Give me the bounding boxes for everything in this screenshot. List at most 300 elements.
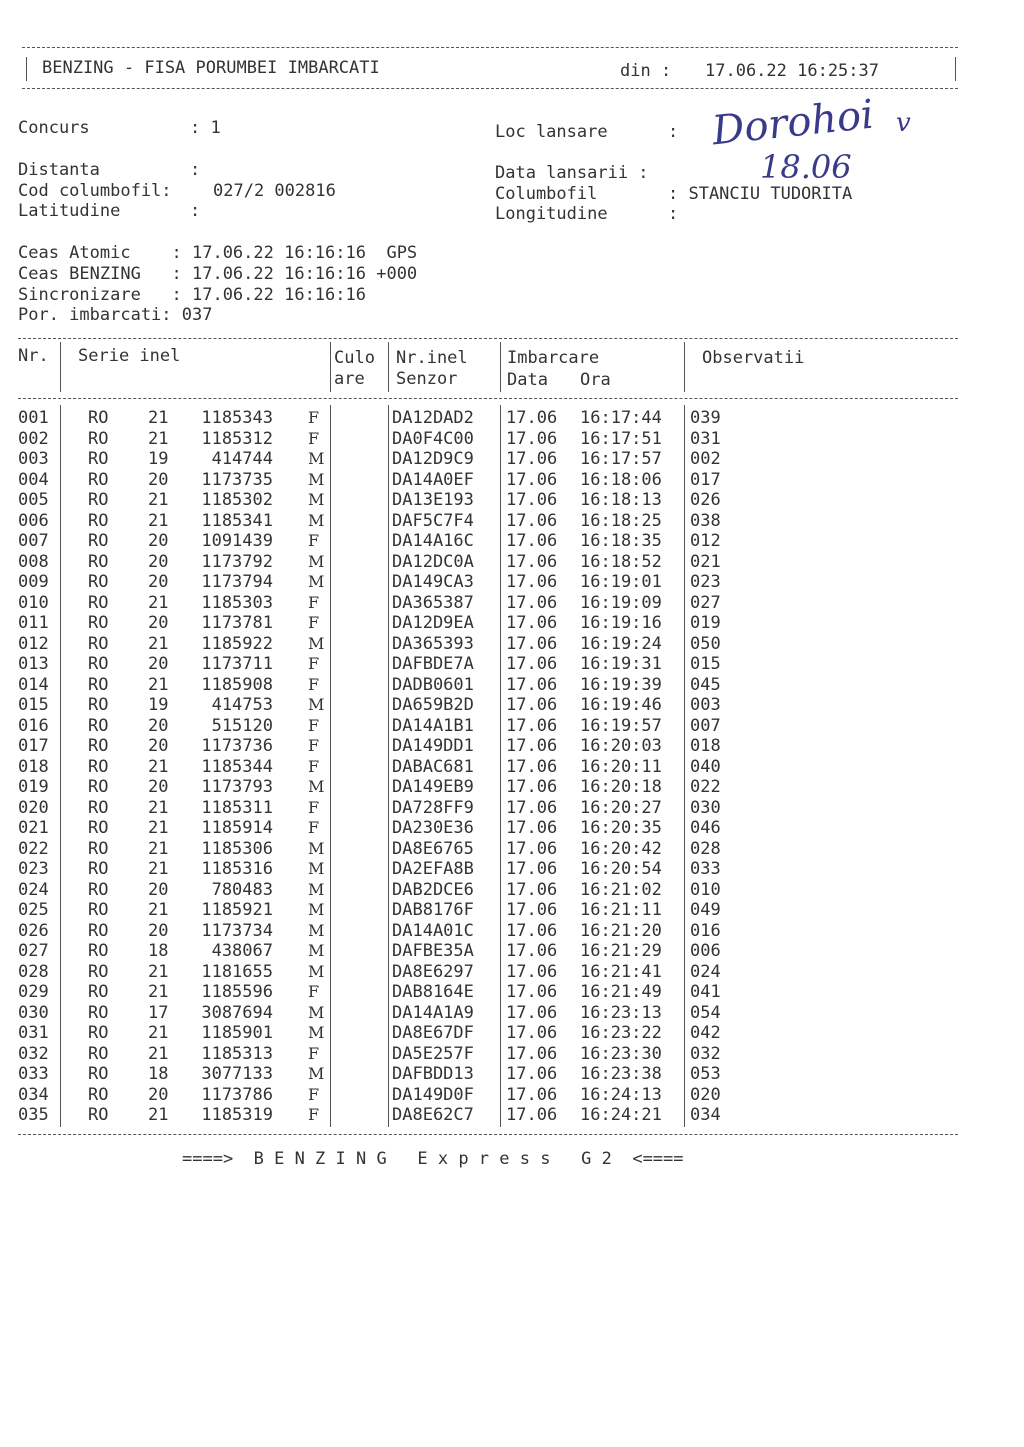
row-sensor: DA8E6765: [392, 838, 474, 859]
row-nr: 033: [18, 1064, 49, 1084]
table-row: [0, 880, 1024, 901]
row-observation: 049: [690, 900, 721, 920]
handwritten-date: 18.06: [760, 148, 852, 186]
row-date: 17.06: [506, 920, 558, 941]
row-time: 16:18:06: [580, 469, 662, 490]
row-ring-number: 414753: [211, 695, 273, 715]
row-date: 17.06: [506, 1064, 558, 1084]
header-right-border: [955, 57, 956, 81]
row-time: 16:18:25: [580, 510, 662, 531]
table-row: [0, 859, 1024, 880]
row-country: RO: [88, 551, 109, 572]
row-sensor: DAFBDD13: [392, 1064, 474, 1084]
row-sensor: DA2EFA8B: [392, 859, 474, 879]
row-sex: F: [308, 982, 320, 1001]
row-year: 21: [148, 1105, 169, 1125]
row-sex: M: [308, 777, 325, 796]
columbofil-value: : STANCIU TUDORITA: [668, 184, 853, 204]
row-observation: 031: [690, 428, 721, 449]
row-observation: 012: [690, 531, 721, 551]
row-time: 16:19:39: [580, 674, 662, 695]
table-row: [0, 1105, 1024, 1126]
row-year: 21: [148, 674, 169, 695]
table-row: [0, 1023, 1024, 1044]
row-date: 17.06: [506, 408, 558, 428]
row-year: 21: [148, 818, 169, 838]
row-country: RO: [88, 633, 109, 654]
row-country: RO: [88, 982, 109, 1002]
row-observation: 041: [690, 982, 721, 1002]
row-time: 16:20:18: [580, 777, 662, 797]
row-nr: 003: [18, 449, 49, 469]
row-country: RO: [88, 428, 109, 449]
row-observation: 006: [690, 941, 721, 961]
row-year: 21: [148, 756, 169, 777]
row-sex: M: [308, 572, 325, 591]
row-country: RO: [88, 654, 109, 674]
row-time: 16:19:31: [580, 654, 662, 674]
row-date: 17.06: [506, 1105, 558, 1125]
row-time: 16:17:44: [580, 408, 662, 428]
row-sensor: DA728FF9: [392, 797, 474, 818]
clock-atomic: Ceas Atomic : 17.06.22 16:16:16 GPS: [18, 243, 418, 263]
row-country: RO: [88, 1084, 109, 1105]
longitudine-value: :: [668, 204, 679, 224]
row-year: 21: [148, 510, 169, 531]
row-time: 16:20:35: [580, 818, 662, 838]
row-ring-number: 1173792: [201, 551, 273, 572]
row-date: 17.06: [506, 1023, 558, 1043]
row-year: 18: [148, 1064, 169, 1084]
table-row: [0, 408, 1024, 429]
row-time: 16:19:24: [580, 633, 662, 654]
row-sensor: DA12D9C9: [392, 449, 474, 469]
row-time: 16:18:52: [580, 551, 662, 572]
row-ring-number: 3087694: [201, 1002, 273, 1023]
concurs-label: Concurs: [18, 118, 90, 138]
row-sensor: DAB8164E: [392, 982, 474, 1002]
row-country: RO: [88, 572, 109, 592]
row-ring-number: 1185302: [201, 490, 273, 510]
footer-brand: ====> B E N Z I N G E x p r e s s G 2 <====: [182, 1149, 684, 1169]
row-time: 16:18:13: [580, 490, 662, 510]
col-divider-5: [684, 342, 685, 392]
table-row: [0, 839, 1024, 860]
row-nr: 021: [18, 818, 49, 838]
row-country: RO: [88, 838, 109, 859]
row-observation: 034: [690, 1105, 721, 1125]
row-nr: 001: [18, 408, 49, 428]
row-ring-number: 1173735: [201, 469, 273, 490]
row-year: 20: [148, 736, 169, 756]
cod-columbofil-label: Cod columbofil:: [18, 181, 172, 201]
col-header-nrinel-1: Nr.inel: [396, 348, 468, 368]
col-header-culoare-1: Culo: [334, 348, 375, 368]
row-nr: 010: [18, 592, 49, 613]
row-time: 16:20:54: [580, 859, 662, 879]
table-row: [0, 1044, 1024, 1065]
row-observation: 010: [690, 879, 721, 900]
row-ring-number: 1185344: [201, 756, 273, 777]
row-country: RO: [88, 756, 109, 777]
row-year: 21: [148, 408, 169, 428]
row-date: 17.06: [506, 982, 558, 1002]
row-sex: F: [308, 1105, 320, 1124]
row-date: 17.06: [506, 674, 558, 695]
row-sex: M: [308, 941, 325, 960]
row-sex: F: [308, 818, 320, 837]
row-date: 17.06: [506, 900, 558, 920]
table-row: [0, 716, 1024, 737]
row-time: 16:20:03: [580, 736, 662, 756]
row-nr: 015: [18, 695, 49, 715]
row-year: 20: [148, 551, 169, 572]
row-sex: F: [308, 531, 320, 550]
row-country: RO: [88, 408, 109, 428]
latitudine-value: :: [190, 201, 201, 221]
row-sensor: DAFBE35A: [392, 941, 474, 961]
row-nr: 007: [18, 531, 49, 551]
row-year: 20: [148, 777, 169, 797]
row-sex: M: [308, 961, 325, 981]
row-observation: 053: [690, 1064, 721, 1084]
row-ring-number: 1185908: [201, 674, 273, 695]
table-row: [0, 900, 1024, 921]
row-date: 17.06: [506, 428, 558, 449]
row-year: 20: [148, 1084, 169, 1105]
row-country: RO: [88, 920, 109, 941]
col-divider-1: [60, 342, 61, 392]
row-time: 16:20:11: [580, 756, 662, 777]
data-lansarii-label: Data lansarii :: [495, 163, 649, 183]
row-ring-number: 1185901: [201, 1023, 273, 1043]
header-top-border: [22, 47, 958, 48]
row-nr: 012: [18, 633, 49, 654]
row-date: 17.06: [506, 736, 558, 756]
row-time: 16:19:57: [580, 715, 662, 736]
row-date: 17.06: [506, 633, 558, 654]
row-time: 16:23:22: [580, 1023, 662, 1043]
row-ring-number: 1185596: [201, 982, 273, 1002]
cod-columbofil-value: 027/2 002816: [213, 181, 336, 201]
row-nr: 025: [18, 900, 49, 920]
row-sensor: DA365393: [392, 633, 474, 654]
row-ring-number: 1185921: [201, 900, 273, 920]
row-sex: M: [308, 633, 325, 653]
row-date: 17.06: [506, 818, 558, 838]
row-country: RO: [88, 797, 109, 818]
row-observation: 002: [690, 449, 721, 469]
row-sex: M: [308, 551, 325, 571]
row-nr: 018: [18, 756, 49, 777]
columbofil-label: Columbofil: [495, 184, 598, 204]
row-sex: M: [308, 1064, 325, 1083]
row-sex: M: [308, 879, 325, 899]
row-time: 16:18:35: [580, 531, 662, 551]
row-country: RO: [88, 469, 109, 490]
row-observation: 007: [690, 715, 721, 736]
row-ring-number: 438067: [211, 941, 273, 961]
row-nr: 026: [18, 920, 49, 941]
row-year: 20: [148, 879, 169, 900]
row-observation: 040: [690, 756, 721, 777]
row-ring-number: 1181655: [201, 961, 273, 982]
col-header-nrinel-2: Senzor: [396, 369, 458, 389]
row-country: RO: [88, 900, 109, 920]
row-date: 17.06: [506, 1084, 558, 1105]
row-observation: 042: [690, 1023, 721, 1043]
table-row: [0, 777, 1024, 798]
row-country: RO: [88, 1043, 109, 1064]
table-row: [0, 757, 1024, 778]
row-nr: 004: [18, 469, 49, 490]
row-country: RO: [88, 510, 109, 531]
distanta-value: :: [190, 160, 201, 180]
row-date: 17.06: [506, 469, 558, 490]
row-year: 21: [148, 633, 169, 654]
row-nr: 035: [18, 1105, 49, 1125]
row-sensor: DA12D9EA: [392, 613, 474, 633]
row-observation: 038: [690, 510, 721, 531]
row-date: 17.06: [506, 592, 558, 613]
table-row: [0, 531, 1024, 552]
row-year: 21: [148, 428, 169, 449]
col-divider-4: [500, 342, 501, 392]
row-year: 21: [148, 982, 169, 1002]
table-row: [0, 1003, 1024, 1024]
row-sensor: DA8E67DF: [392, 1023, 474, 1043]
row-country: RO: [88, 859, 109, 879]
row-sex: F: [308, 674, 320, 694]
row-date: 17.06: [506, 572, 558, 592]
row-ring-number: 1185922: [201, 633, 273, 654]
row-observation: 021: [690, 551, 721, 572]
row-nr: 029: [18, 982, 49, 1002]
row-observation: 033: [690, 859, 721, 879]
row-country: RO: [88, 941, 109, 961]
row-date: 17.06: [506, 838, 558, 859]
row-ring-number: 1185319: [201, 1105, 273, 1125]
longitudine-label: Longitudine: [495, 204, 608, 224]
col-header-observatii: Observatii: [702, 348, 805, 368]
row-observation: 030: [690, 797, 721, 818]
row-observation: 050: [690, 633, 721, 654]
row-year: 21: [148, 1043, 169, 1064]
row-date: 17.06: [506, 941, 558, 961]
row-time: 16:24:21: [580, 1105, 662, 1125]
col-header-data: Data: [507, 370, 548, 390]
row-sensor: DA14A0EF: [392, 469, 474, 490]
row-country: RO: [88, 715, 109, 736]
row-observation: 003: [690, 695, 721, 715]
row-year: 18: [148, 941, 169, 961]
row-date: 17.06: [506, 510, 558, 531]
row-nr: 019: [18, 777, 49, 797]
table-top-border: [18, 338, 958, 339]
row-year: 20: [148, 469, 169, 490]
row-sex: M: [308, 1023, 325, 1042]
row-time: 16:23:13: [580, 1002, 662, 1023]
distanta-label: Distanta: [18, 160, 100, 180]
row-nr: 009: [18, 572, 49, 592]
clock-benzing: Ceas BENZING : 17.06.22 16:16:16 +000: [18, 264, 418, 284]
row-ring-number: 1185343: [201, 408, 273, 428]
col-header-culoare-2: are: [334, 369, 365, 389]
row-nr: 005: [18, 490, 49, 510]
row-sex: F: [308, 1084, 320, 1104]
row-sex: M: [308, 1002, 325, 1022]
row-nr: 024: [18, 879, 49, 900]
row-sex: F: [308, 408, 320, 427]
row-sensor: DA12DAD2: [392, 408, 474, 428]
table-row: [0, 695, 1024, 716]
row-country: RO: [88, 1023, 109, 1043]
row-date: 17.06: [506, 531, 558, 551]
row-date: 17.06: [506, 756, 558, 777]
row-country: RO: [88, 818, 109, 838]
table-row: [0, 675, 1024, 696]
row-ring-number: 1173786: [201, 1084, 273, 1105]
row-sensor: DA149D0F: [392, 1084, 474, 1105]
table-row: [0, 982, 1024, 1003]
table-row: [0, 490, 1024, 511]
document-title: BENZING - FISA PORUMBEI IMBARCATI: [42, 58, 380, 78]
row-sensor: DA149CA3: [392, 572, 474, 592]
row-time: 16:24:13: [580, 1084, 662, 1105]
row-ring-number: 1185311: [201, 797, 273, 818]
row-ring-number: 3077133: [201, 1064, 273, 1084]
table-row: [0, 470, 1024, 491]
row-sex: M: [308, 510, 325, 530]
row-date: 17.06: [506, 490, 558, 510]
row-sex: M: [308, 490, 325, 509]
row-country: RO: [88, 1002, 109, 1023]
row-time: 16:23:38: [580, 1064, 662, 1084]
table-row: [0, 572, 1024, 593]
row-sensor: DA5E257F: [392, 1043, 474, 1064]
row-year: 21: [148, 900, 169, 920]
row-time: 16:17:57: [580, 449, 662, 469]
row-ring-number: 780483: [211, 879, 273, 900]
row-sensor: DA8E6297: [392, 961, 474, 982]
table-row: [0, 634, 1024, 655]
col-header-imbarcare: Imbarcare: [507, 348, 600, 368]
col-header-serie: Serie inel: [78, 346, 181, 366]
pigeons-count: Por. imbarcati: 037: [18, 305, 213, 325]
row-sensor: DABAC681: [392, 756, 474, 777]
table-row: [0, 1085, 1024, 1106]
table-row: [0, 921, 1024, 942]
handwritten-location: Dorohoi: [710, 91, 876, 155]
table-row: [0, 552, 1024, 573]
print-date-label: din :: [620, 61, 672, 81]
row-sensor: DADB0601: [392, 674, 474, 695]
row-date: 17.06: [506, 695, 558, 715]
row-country: RO: [88, 674, 109, 695]
row-sex: F: [308, 797, 320, 817]
header-bottom-border: [22, 88, 958, 89]
row-time: 16:19:16: [580, 613, 662, 633]
row-sensor: DA659B2D: [392, 695, 474, 715]
row-country: RO: [88, 1064, 109, 1084]
row-country: RO: [88, 490, 109, 510]
row-time: 16:21:49: [580, 982, 662, 1002]
row-sex: F: [308, 592, 320, 612]
row-observation: 054: [690, 1002, 721, 1023]
row-sensor: DAFBDE7A: [392, 654, 474, 674]
row-date: 17.06: [506, 715, 558, 736]
row-sensor: DA14A16C: [392, 531, 474, 551]
row-ring-number: 414744: [211, 449, 273, 469]
row-time: 16:21:29: [580, 941, 662, 961]
row-nr: 022: [18, 838, 49, 859]
table-row: [0, 449, 1024, 470]
row-country: RO: [88, 961, 109, 982]
row-ring-number: 1185312: [201, 428, 273, 449]
row-sex: M: [308, 449, 325, 468]
row-time: 16:21:11: [580, 900, 662, 920]
header-left-border: [26, 57, 27, 81]
row-year: 21: [148, 961, 169, 982]
row-ring-number: 1185341: [201, 510, 273, 531]
table-row: [0, 593, 1024, 614]
row-time: 16:19:01: [580, 572, 662, 592]
row-ring-number: 1173794: [201, 572, 273, 592]
row-sensor: DA12DC0A: [392, 551, 474, 572]
row-sex: F: [308, 428, 320, 448]
row-year: 21: [148, 797, 169, 818]
table-row: [0, 962, 1024, 983]
row-time: 16:21:02: [580, 879, 662, 900]
row-nr: 002: [18, 428, 49, 449]
row-sex: F: [308, 756, 320, 776]
row-observation: 018: [690, 736, 721, 756]
row-year: 20: [148, 531, 169, 551]
row-nr: 020: [18, 797, 49, 818]
row-ring-number: 1185316: [201, 859, 273, 879]
print-date-value: 17.06.22 16:25:37: [705, 61, 879, 81]
row-date: 17.06: [506, 797, 558, 818]
row-year: 21: [148, 859, 169, 879]
col-divider-3: [388, 342, 389, 392]
row-nr: 027: [18, 941, 49, 961]
row-date: 17.06: [506, 961, 558, 982]
row-sensor: DA0F4C00: [392, 428, 474, 449]
row-time: 16:23:30: [580, 1043, 662, 1064]
row-nr: 016: [18, 715, 49, 736]
row-year: 19: [148, 449, 169, 469]
row-date: 17.06: [506, 449, 558, 469]
row-ring-number: 1185306: [201, 838, 273, 859]
row-observation: 039: [690, 408, 721, 428]
row-sensor: DA14A1A9: [392, 1002, 474, 1023]
row-year: 19: [148, 695, 169, 715]
row-time: 16:19:09: [580, 592, 662, 613]
table-row: [0, 818, 1024, 839]
row-year: 20: [148, 715, 169, 736]
latitudine-label: Latitudine: [18, 201, 121, 221]
row-nr: 008: [18, 551, 49, 572]
row-date: 17.06: [506, 613, 558, 633]
col-divider-2: [330, 342, 331, 392]
handwritten-check: v: [896, 108, 911, 138]
row-sex: F: [308, 736, 320, 755]
table-row: [0, 798, 1024, 819]
row-date: 17.06: [506, 879, 558, 900]
row-country: RO: [88, 736, 109, 756]
row-sensor: DA13E193: [392, 490, 474, 510]
row-country: RO: [88, 1105, 109, 1125]
